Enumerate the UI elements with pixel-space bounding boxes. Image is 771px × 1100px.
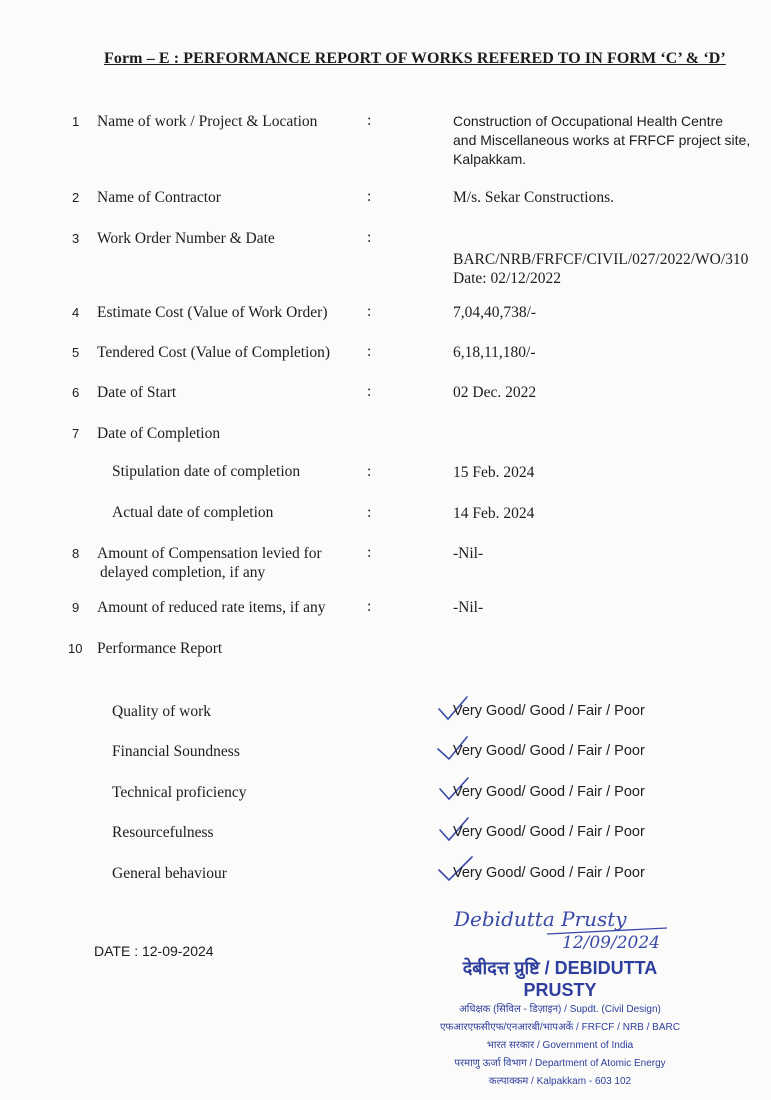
performance-rating: Very Good/ Good / Fair / Poor (453, 743, 645, 759)
item-value: -Nil- (453, 599, 484, 616)
item-label: Tendered Cost (Value of Completion) (97, 344, 331, 361)
item-value: 6,18,11,180/- (453, 344, 536, 361)
performance-label: Quality of work (112, 703, 212, 720)
official-stamp (430, 957, 690, 1091)
item-label: Date of Completion (97, 425, 221, 442)
colon: : (367, 598, 372, 615)
item-number: 1 (72, 114, 80, 129)
item-number: 4 (72, 305, 80, 320)
performance-label: General behaviour (112, 865, 227, 882)
colon: : (367, 303, 372, 320)
item-value: M/s. Sekar Constructions. (453, 189, 615, 206)
item-label: Stipulation date of completion (112, 463, 301, 480)
report-date: DATE : 12-09-2024 (94, 943, 214, 959)
stamp-designation: अधिक्षक (सिविल - डिज़ाइन) / Supdt. (Civil Design) (459, 1004, 661, 1015)
stamp-place: कल्पाक्कम / Kalpakkam - 603 102 (488, 1076, 632, 1087)
performance-rating: Very Good/ Good / Fair / Poor (453, 824, 645, 840)
item-number: 6 (72, 385, 80, 400)
item-value: 14 Feb. 2024 (453, 505, 535, 522)
performance-label: Financial Soundness (112, 743, 240, 760)
stamp-government: भारत सरकार / Government of India (486, 1040, 634, 1051)
performance-label: Technical proficiency (112, 784, 247, 801)
performance-rating: Very Good/ Good / Fair / Poor (453, 703, 645, 719)
item-number: 2 (72, 190, 80, 205)
item-label: Name of work / Project & Location (97, 113, 318, 130)
item-label: Name of Contractor (97, 189, 221, 206)
item-label: Date of Start (97, 384, 177, 401)
performance-label: Resourcefulness (112, 824, 214, 841)
value-line: Construction of Occupational Health Centre (453, 113, 724, 129)
item-number: 8 (72, 546, 80, 561)
item-value: -Nil- (453, 545, 484, 562)
item-number: 3 (72, 231, 80, 246)
handwritten-signature (452, 898, 702, 958)
colon: : (367, 343, 372, 360)
item-value: 7,04,40,738/- (453, 304, 537, 321)
signature-name: Debidutta Prusty (454, 907, 627, 931)
signature-date: 12/09/2024 (562, 933, 660, 953)
colon: : (367, 463, 372, 480)
item-label: Amount of reduced rate items, if any (97, 599, 326, 616)
item-value (453, 250, 748, 288)
label-line: Amount of Compensation levied for (97, 545, 322, 562)
colon: : (367, 383, 372, 400)
colon: : (367, 188, 372, 205)
performance-rating: Very Good/ Good / Fair / Poor (453, 865, 645, 881)
colon: : (367, 112, 372, 129)
form-title: Form – E : PERFORMANCE REPORT OF WORKS REFERED TO IN FORM ‘C’ & ‘D’ (104, 50, 726, 67)
stamp-organisation: एफआरएफसीएफ/एनआरबी/भापअकें / FRFCF / NRB / BARC (440, 1022, 680, 1033)
item-number: 9 (72, 600, 80, 615)
item-label: Estimate Cost (Value of Work Order) (97, 304, 328, 321)
work-order-number: BARC/NRB/FRFCF/CIVIL/027/2022/WO/310 (453, 251, 749, 268)
item-value: 02 Dec. 2022 (453, 384, 537, 401)
item-number: 7 (72, 426, 80, 441)
colon: : (367, 504, 372, 521)
item-value (453, 112, 750, 169)
colon: : (367, 229, 372, 246)
item-number: 10 (68, 641, 83, 656)
label-line: delayed completion, if any (100, 564, 266, 581)
item-number: 5 (72, 345, 80, 360)
performance-rating: Very Good/ Good / Fair / Poor (453, 784, 645, 800)
item-value: 15 Feb. 2024 (453, 464, 535, 481)
work-order-date: Date: 02/12/2022 (453, 270, 562, 287)
value-line: Kalpakkam. (453, 151, 527, 167)
item-label (97, 544, 357, 582)
colon: : (367, 544, 372, 561)
item-label: Actual date of completion (112, 504, 274, 521)
stamp-name: देबीदत्त प्रुष्टि / DEBIDUTTA PRUSTY (462, 958, 658, 1000)
item-label: Work Order Number & Date (97, 230, 275, 247)
item-label: Performance Report (97, 640, 223, 657)
value-line: and Miscellaneous works at FRFCF project site, (453, 132, 751, 148)
stamp-department: परमाणु ऊर्जा विभाग / Department of Atomic Energy (454, 1058, 666, 1069)
